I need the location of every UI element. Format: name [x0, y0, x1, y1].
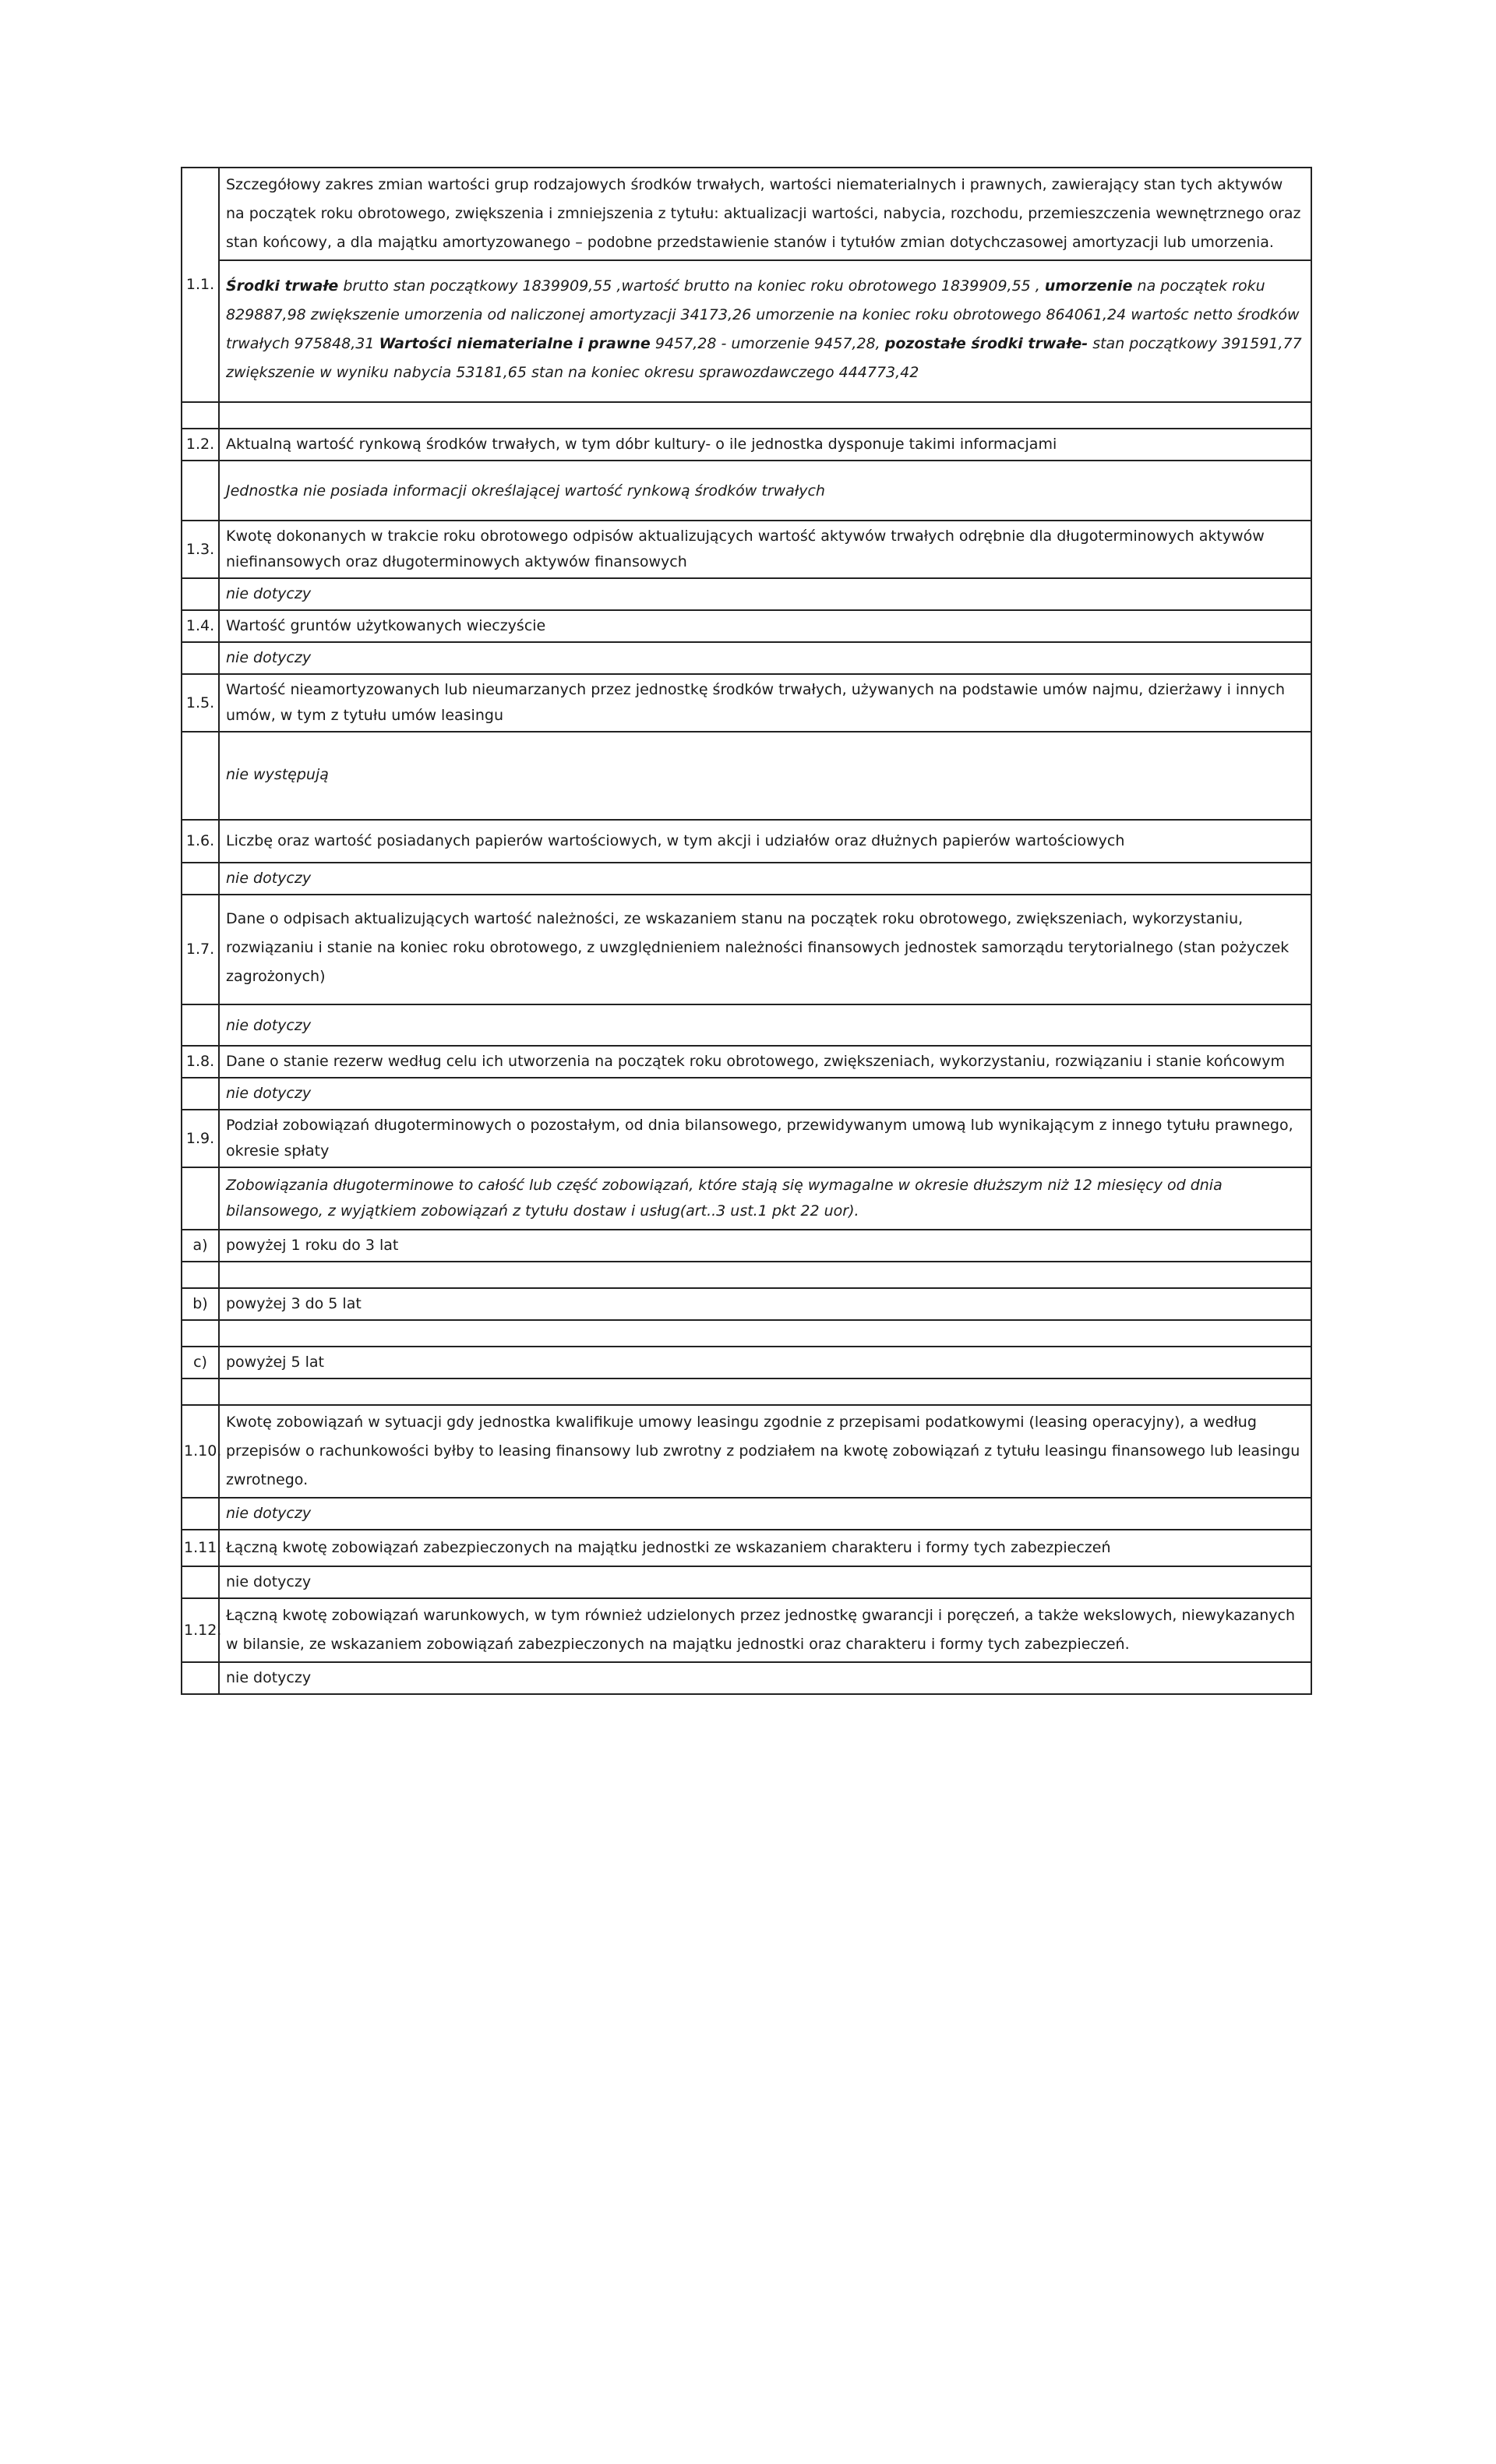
row-1-5-title: [182, 674, 1311, 732]
detail-text: brutto stan początkowy 1839909,55 ,wartość brutto na koniec roku obrotowego 1839909,55 ,: [338, 277, 1045, 295]
row-number: 1.2.: [182, 429, 219, 461]
row-1-8-answer: [182, 1078, 1311, 1110]
row-1-11-answer: [182, 1566, 1311, 1598]
row-title: Łączną kwotę zobowiązań zabezpieczonych na majątku jednostki ze wskazaniem charakteru i formy tych zabezpieczeń: [219, 1530, 1311, 1566]
spacer-row: [182, 1378, 1311, 1405]
row-answer: nie dotyczy: [219, 578, 1311, 610]
row-1-3-title: [182, 521, 1311, 578]
row-1-10-answer: [182, 1498, 1311, 1530]
row-number: 1.3.: [182, 521, 219, 578]
row-title: Wartość nieamortyzowanych lub nieumarzanych przez jednostkę środków trwałych, używanych na podstawie umów najmu, dzierżawy i innych umów, w tym z tytułu umów leasingu: [219, 674, 1311, 732]
row-title: Aktualną wartość rynkową środków trwałych, w tym dóbr kultury- o ile jednostka dysponuje takimi informacjami: [219, 429, 1311, 461]
row-title: Dane o stanie rezerw według celu ich utworzenia na początek roku obrotowego, zwiększeniach, wykorzystaniu, rozwiązaniu i stanie końcowym: [219, 1046, 1311, 1078]
row-1-2-title: [182, 429, 1311, 461]
sub-label: powyżej 1 roku do 3 lat: [219, 1230, 1311, 1262]
row-title: Kwotę zobowiązań w sytuacji gdy jednostka kwalifikuje umowy leasingu zgodnie z przepisami podatkowymi (leasing operacyjny), a według przepisów o rachunkowości byłby to leasing finansowy lub zwrotny z podziałem na kwotę zobowiązań z tytułu leasingu finansowego lub leasingu zwrotnego.: [219, 1405, 1311, 1498]
fixed-assets-detail: [219, 260, 1311, 402]
row-title: Kwotę dokonanych w trakcie roku obrotowego odpisów aktualizujących wartość aktywów trwałych odrębnie dla długoterminowych aktywów niefinansowych oraz długoterminowych aktywów finansowych: [219, 521, 1311, 578]
sub-number: c): [182, 1347, 219, 1378]
row-1-1-title: [182, 168, 1311, 260]
row-number: 1.12.: [182, 1598, 219, 1662]
row-answer: Zobowiązania długoterminowe to całość lub część zobowiązań, które stają się wymagalne w okresie dłuższym niż 12 miesięcy od dnia bilansowego, z wyjątkiem zobowiązań z tytułu dostaw i usług(art..3 ust.1 pkt 22 uor).: [219, 1167, 1311, 1230]
row-1-4-title: [182, 610, 1311, 642]
row-title: Wartość gruntów użytkowanych wieczyście: [219, 610, 1311, 642]
row-number: 1.10.: [182, 1405, 219, 1498]
row-1-10-title: [182, 1405, 1311, 1498]
row-number: 1.8.: [182, 1046, 219, 1078]
row-answer: nie dotyczy: [219, 1078, 1311, 1110]
notes-document: [181, 167, 1312, 1695]
row-1-2-answer: [182, 461, 1311, 521]
row-1-11-title: [182, 1530, 1311, 1566]
row-number: 1.6.: [182, 820, 219, 863]
row-number: 1.7.: [182, 895, 219, 1004]
row-1-12-title: [182, 1598, 1311, 1662]
spacer-row: [182, 1320, 1311, 1347]
row-number: 1.4.: [182, 610, 219, 642]
detail-text: 9457,28 - umorzenie 9457,28,: [650, 335, 885, 352]
detail-text: stan początkowy 391591,77 zwiększenie w wyniku nabycia 53181,65 stan na koniec okresu sprawozdawczego 444773,42: [226, 335, 1302, 381]
row-1-9-answer: [182, 1167, 1311, 1230]
spacer-row: [182, 1262, 1311, 1288]
detail-label: Wartości niematerialne i prawne: [379, 335, 651, 352]
row-1-1-detail: [182, 260, 1311, 402]
sub-number: a): [182, 1230, 219, 1262]
row-number: 1.11.: [182, 1530, 219, 1566]
detail-label: umorzenie: [1044, 277, 1133, 295]
row-answer: nie dotyczy: [219, 642, 1311, 674]
row-1-9-sub-a: [182, 1230, 1311, 1262]
row-1-6-title: [182, 820, 1311, 863]
row-1-9-sub-b: [182, 1288, 1311, 1320]
row-answer: nie dotyczy: [219, 863, 1311, 895]
row-answer: nie dotyczy: [219, 1498, 1311, 1530]
row-title: Podział zobowiązań długoterminowych o pozostałym, od dnia bilansowego, przewidywanym umową lub wynikającym z innego tytułu prawnego, okresie spłaty: [219, 1110, 1311, 1167]
notes-table: [181, 167, 1312, 1695]
row-1-7-answer: [182, 1004, 1311, 1046]
row-1-4-answer: [182, 642, 1311, 674]
row-number: 1.5.: [182, 674, 219, 732]
row-title: Liczbę oraz wartość posiadanych papierów wartościowych, w tym akcji i udziałów oraz dłużnych papierów wartościowych: [219, 820, 1311, 863]
row-number: 1.1.: [182, 168, 219, 402]
spacer-row: [182, 402, 1311, 429]
sub-label: powyżej 5 lat: [219, 1347, 1311, 1378]
row-title: Szczegółowy zakres zmian wartości grup rodzajowych środków trwałych, wartości niematerialnych i prawnych, zawierający stan tych aktywów na początek roku obrotowego, zwiększenia i zmniejszenia z tytułu: aktualizacji wartości, nabycia, rozchodu, przemieszczenia wewnętrznego oraz stan końcowy, a dla majątku amortyzowanego – podobne przedstawienie stanów i tytułów zmian dotychczasowej amortyzacji lub umorzenia.: [219, 168, 1311, 260]
row-1-3-answer: [182, 578, 1311, 610]
row-1-6-answer: [182, 863, 1311, 895]
row-1-12-answer: [182, 1662, 1311, 1694]
row-1-9-sub-c: [182, 1347, 1311, 1378]
row-title: Łączną kwotę zobowiązań warunkowych, w tym również udzielonych przez jednostkę gwarancji i poręczeń, a także wekslowych, niewykazanych w bilansie, ze wskazaniem zobowiązań zabezpieczonych na majątku jednostki oraz charakteru i formy tych zabezpieczeń.: [219, 1598, 1311, 1662]
row-title: Dane o odpisach aktualizujących wartość należności, ze wskazaniem stanu na początek roku obrotowego, zwiększeniach, wykorzystaniu, rozwiązaniu i stanie na koniec roku obrotowego, z uwzględnieniem należności finansowych jednostek samorządu terytorialnego (stan pożyczek zagrożonych): [219, 895, 1311, 1004]
sub-label: powyżej 3 do 5 lat: [219, 1288, 1311, 1320]
row-answer: nie dotyczy: [219, 1662, 1311, 1694]
detail-label: pozostałe środki trwałe-: [884, 335, 1088, 352]
sub-number: b): [182, 1288, 219, 1320]
row-answer: nie dotyczy: [219, 1004, 1311, 1046]
row-1-5-answer: [182, 732, 1311, 820]
row-1-9-title: [182, 1110, 1311, 1167]
row-number: 1.9.: [182, 1110, 219, 1167]
row-answer: nie dotyczy: [219, 1566, 1311, 1598]
detail-text: na początek roku 829887,98 zwiększenie umorzenia od naliczonej amortyzacji 34173,26 umorzenie na koniec roku obrotowego 864061,24 wartośc netto środków trwałych 975848,31: [226, 277, 1300, 352]
row-1-8-title: [182, 1046, 1311, 1078]
row-1-7-title: [182, 895, 1311, 1004]
detail-label: Środki trwałe: [226, 277, 339, 295]
row-answer: Jednostka nie posiada informacji określającej wartość rynkową środków trwałych: [219, 461, 1311, 521]
row-answer: nie występują: [219, 732, 1311, 820]
